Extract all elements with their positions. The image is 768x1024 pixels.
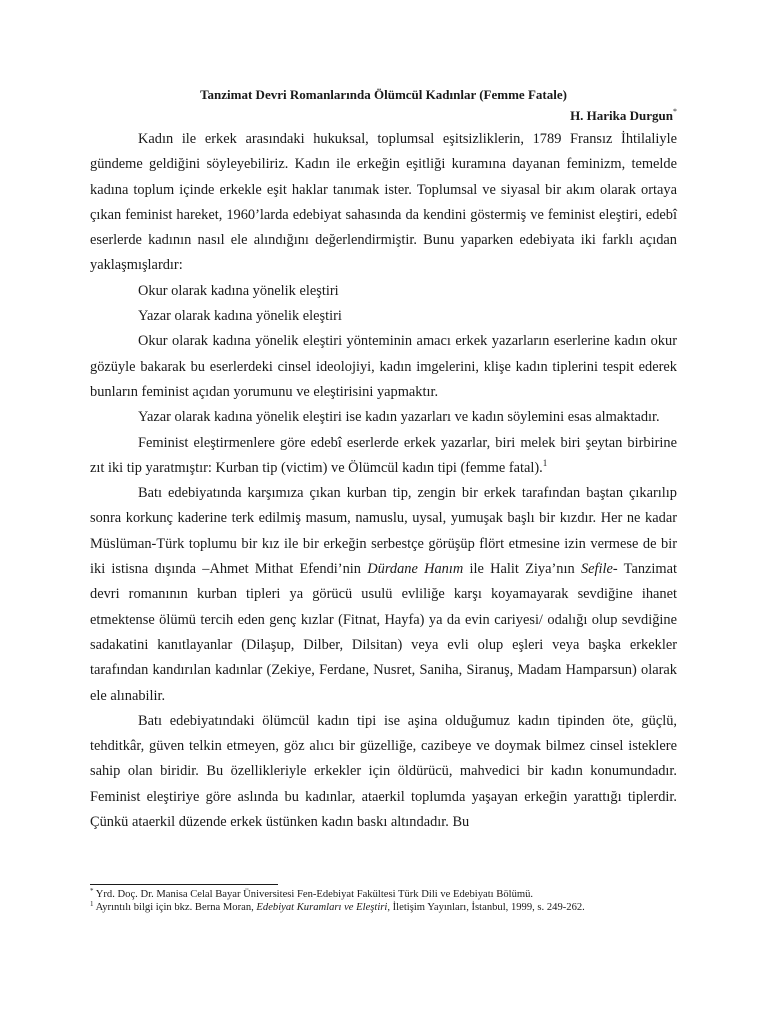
paragraph-writer-critique: Yazar olarak kadına yönelik eleştiri ise kadın yazarları ve kadın söylemini esas almaktadır.: [138, 409, 660, 426]
list-item-writer-critique: Yazar olarak kadına yönelik eleştiri: [138, 308, 342, 325]
paragraph-reader-critique: Okur olarak kadına yönelik eleştiri yönteminin amacı erkek yazarların eserlerine kadın okur gözüyle bakarak bu eserlerdeki cinsel ideolojiyi, kadın imgelerini, klişe kadın tiplerini tespit ederek bunların feminist açıdan yorumunu ve eleştirisini yapmaktır.: [90, 333, 677, 400]
paragraph-two-types: [90, 431, 677, 482]
article-body: [90, 127, 677, 835]
footnote-1-work-title: Edebiyat Kuramları ve Eleştiri: [256, 902, 388, 913]
author-name: H. Harika Durgun: [570, 108, 673, 123]
footnote-1-text-a: Ayrıntılı bilgi için bkz. Berna Moran,: [93, 902, 257, 913]
paragraph-victim-text-a: Batı edebiyatında karşımıza çıkan kurban tip, zengin bir erkek tarafından baştan çıkarılıp sonra korkunç kaderine terk edilmiş masum, namuslu, uysal, yumuşak başlı bir kızdır. Her ne kadar Müslüman-Türk toplumu bir kız ile bir erkeğin serbestçe görüşüp flört etmesine izin vermese de bir iki istisna dışında –Ahmet Mithat Efendi’nin: [90, 485, 677, 578]
paragraph-intro: Kadın ile erkek arasındaki hukuksal, toplumsal eşitsizliklerin, 1789 Fransız İhtilaliyle gündeme geldiğini söyleyebiliriz. Kadın ile erkeğin eşitliği kuramına dayanan feminizm, temelde kadına toplum içinde erkekle eşit haklar tanımak ister. Toplumsal ve siyasal bir akım olarak ortaya çıkan feminist hareket, 1960’larda edebiyat sahasında da kendini göstermiş ve feminist eleştiri, edebî eserlerde kadının nasıl ele alındığını değerlendirmiştir. Bunu yaparken edebiyata iki farklı açıdan yaklaşmışlardır:: [90, 131, 677, 274]
list-item-reader-critique: Okur olarak kadına yönelik eleştiri: [138, 282, 339, 299]
paragraph-femme-fatale-type: Batı edebiyatındaki ölümcül kadın tipi ise aşina olduğumuz kadın tipinden öte, güçlü, tehditkâr, güven telkin etmeyen, göz alıcı bir güzelliğe, cazibeye ve doymak bilmez cinsel isteklere sahip olan biridir. Bu özellikleriyle erkekler için öldürücü, mahvedici bir kadın konumundadır. Feminist eleştiriye göre aslında bu kadınlar, ataerkil toplumda yaşayan erkeğin yarattığı tiplerdir. Çünkü ataerkil düzende erkek üstünken kadın baskı altındadır. Bu: [90, 712, 677, 831]
footnotes: [90, 884, 677, 914]
footnote-ref-1: 1: [542, 457, 548, 468]
paragraph-two-types-text: Feminist eleştirmenlere göre edebî eserlerde erkek yazarlar, biri melek biri şeytan birbirine zıt iki tip yaratmıştır: Kurban tip (victim) ve Ölümcül kadın tipi (femme fatal).: [90, 434, 677, 476]
footnote-author-text: Yrd. Doç. Dr. Manisa Celal Bayar Üniversitesi Fen-Edebiyat Fakültesi Türk Dili ve Edebiyatı Bölümü.: [93, 889, 534, 900]
author-footnote-mark: *: [673, 107, 677, 116]
footnote-author-mark: *: [90, 887, 94, 895]
work-title-sefile: Sefile: [580, 561, 613, 578]
document-page: [90, 86, 677, 835]
article-title: Tanzimat Devri Romanlarında Ölümcül Kadınlar (Femme Fatale): [200, 87, 567, 102]
paragraph-victim-text-b: ile Halit Ziya’nın: [463, 561, 581, 578]
footnote-separator: [90, 884, 278, 885]
footnote-1-mark: 1: [90, 900, 94, 908]
paragraph-victim-type: [90, 481, 677, 709]
footnote-1: [90, 901, 677, 914]
paragraph-victim-text-c: - Tanzimat devri romanının kurban tipleri ya görücü usulü evliliğe karşı koyamayarak sevdiğine ihanet etmektense ölümü tercih eden genç kızlar (Fitnat, Hayfa) ya da evin cariyesi/ odalığı olup sevdiğine sadakatini kanıtlayanlar (Dilaşup, Dilber, Dilsitan) veya evli olup eşleri veya başka erkekler tarafından kandırılan kadınlar (Zekiye, Ferdane, Nusret, Saniha, Siranuş, Madam Hamparsun) olarak ele alınabilir.: [90, 561, 678, 704]
footnote-author: [90, 888, 677, 901]
work-title-durdane-hanim: Dürdane Hanım: [367, 561, 464, 578]
author-line: [90, 107, 677, 125]
footnote-1-text-b: , İletişim Yayınları, İstanbul, 1999, s. 249-262.: [387, 902, 585, 913]
